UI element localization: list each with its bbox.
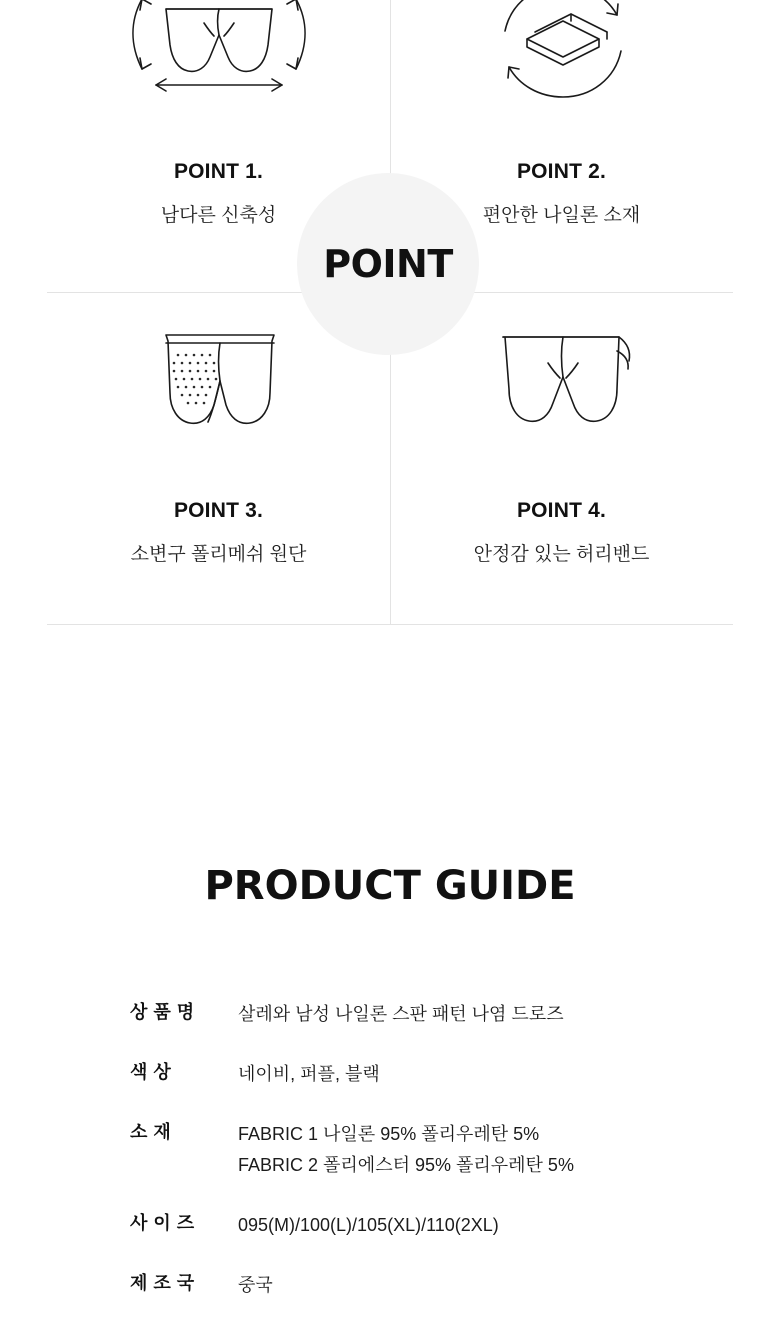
point-section xyxy=(0,0,780,660)
spec-row xyxy=(130,999,780,1030)
mesh-panel-briefs-icon xyxy=(104,311,334,461)
spec-row xyxy=(130,1270,780,1301)
spec-value xyxy=(238,1210,499,1241)
point-title: POINT 3. xyxy=(173,499,264,522)
point-badge-label: POINT xyxy=(323,242,453,286)
product-guide-title: PRODUCT GUIDE xyxy=(204,863,576,909)
spec-value-line: 095(M)/100(L)/105(XL)/110(2XL) xyxy=(238,1214,499,1235)
point-cell-3 xyxy=(47,293,390,625)
spec-value-line: 중국 xyxy=(238,1274,273,1295)
spec-label: 상 품 명 xyxy=(130,1002,195,1022)
point-subtitle: 편안한 나일론 소재 xyxy=(482,205,641,226)
spec-label: 색 상 xyxy=(130,1061,172,1082)
spec-value xyxy=(238,1119,574,1181)
folded-fabric-icon xyxy=(447,0,677,118)
point-title: POINT 4. xyxy=(516,499,607,522)
spec-label: 소 재 xyxy=(130,1121,172,1142)
stretch-briefs-icon xyxy=(104,0,334,118)
point-title: POINT 1. xyxy=(173,160,264,183)
spec-value xyxy=(238,999,564,1030)
spec-row xyxy=(130,1059,780,1090)
spec-row xyxy=(130,1119,780,1181)
spec-value xyxy=(238,1059,380,1090)
product-guide-section xyxy=(0,700,780,1330)
spec-label: 사 이 즈 xyxy=(130,1212,195,1233)
product-spec-table xyxy=(0,999,780,1301)
point-subtitle: 소변구 폴리메쉬 원단 xyxy=(130,544,307,565)
spec-value-line: 살레와 남성 나일론 스판 패턴 나염 드로즈 xyxy=(238,1004,564,1024)
spec-value-line: FABRIC 2 폴리에스터 95% 폴리우레탄 5% xyxy=(238,1154,574,1175)
point-badge xyxy=(297,173,479,355)
point-subtitle: 남다른 신축성 xyxy=(160,205,277,226)
spec-row xyxy=(130,1210,780,1241)
spec-value-line: FABRIC 1 나일론 95% 폴리우레탄 5% xyxy=(238,1123,540,1144)
spec-label: 제 조 국 xyxy=(130,1272,195,1293)
waistband-briefs-icon xyxy=(447,311,677,461)
spec-value xyxy=(238,1270,273,1301)
point-cell-4 xyxy=(390,293,733,625)
spec-value-line: 네이비, 퍼플, 블랙 xyxy=(238,1063,380,1084)
point-title: POINT 2. xyxy=(516,160,607,183)
point-subtitle: 안정감 있는 허리밴드 xyxy=(473,544,650,565)
